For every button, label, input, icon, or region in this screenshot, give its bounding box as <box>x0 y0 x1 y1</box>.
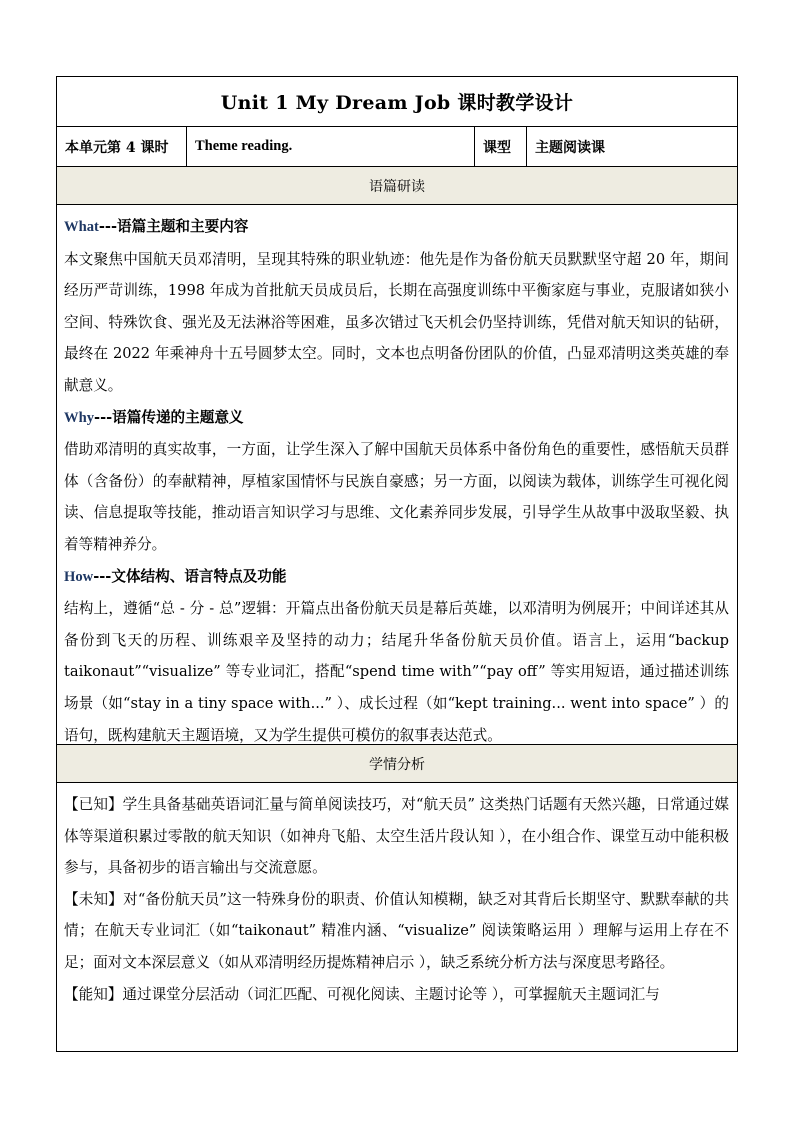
section-band-label: 学情分析 <box>369 756 425 773</box>
how-label: How <box>64 568 94 585</box>
lesson-plan-table <box>56 76 738 1052</box>
period-cell: 本单元第 4 课时 <box>57 127 187 166</box>
section-band-label: 语篇研读 <box>369 178 425 195</box>
section-band-text-study <box>57 167 737 205</box>
unknown-paragraph: 【未知】对“备份航天员”这一特殊身份的职责、价值认知模糊，缺乏对其背后长期坚守、默默奉献的共情；在航天专业词汇（如“taikonaut” 精准内涵、“visualize” 阅读策略运用 ）理解与运用上存在不足；面对文本深层意义（如从邓清明经历提炼精神启示 ），缺乏系统分析方法与深度思考路径。 <box>64 890 729 971</box>
how-body: 结构上，遵循“总 - 分 - 总”逻辑：开篇点出备份航天员是幕后英雄，以邓清明为例展开；中间详述其从备份到飞天的历程、训练艰辛及坚持的动力；结尾升华备份航天员价值。语言上，运用“backup taikonaut”“visualize” 等专业词汇，搭配“spend time with”“pay off” 等实用短语，通过描述训练场景（如“stay in a tiny space with...” ）、成长过程（如“kept training... went into space” ）的语句，既构建航天主题语境，又为学生提供可模仿的叙事表达范式。 <box>64 600 729 744</box>
what-body: 本文聚焦中国航天员邓清明，呈现其特殊的职业轨迹：他先是作为备份航天员默默坚守超 20 年，期间经历严苛训练，1998 年成为首批航天员成员后，长期在高强度训练中平衡家庭与事业，克服诸如狭小空间、特殊饮食、强光及无法淋浴等困难，虽多次错过飞天机会仍坚持训练，凭借对航天知识的钻研，最终在 2022 年乘神舟十五号圆梦太空。同时，文本也点明备份团队的价值，凸显邓清明这类英雄的奉献意义。 <box>64 250 729 394</box>
topic-cell: Theme reading. <box>187 127 475 166</box>
how-title: ---文体结构、语言特点及功能 <box>93 567 287 585</box>
what-label: What <box>64 219 99 235</box>
page-title: Unit 1 My Dream Job 课时教学设计 <box>220 92 574 114</box>
what-title: ---语篇主题和主要内容 <box>98 218 249 235</box>
student-analysis-content <box>57 783 737 1016</box>
title-row <box>57 77 737 127</box>
how-heading <box>64 561 729 594</box>
meta-row <box>57 127 737 167</box>
why-heading <box>64 402 729 435</box>
why-body: 借助邓清明的真实故事，一方面，让学生深入了解中国航天员体系中备份角色的重要性，感悟航天员群体（含备份）的奉献精神，厚植家国情怀与民族自豪感；另一方面，以阅读为载体，训练学生可视化阅读、信息提取等技能，推动语言知识学习与思维、文化素养同步发展，引导学生从故事中汲取坚毅、执着等精神养分。 <box>64 441 729 553</box>
text-study-content <box>57 205 737 745</box>
able-paragraph: 【能知】通过课堂分层活动（词汇匹配、可视化阅读、主题讨论等 ），可掌握航天主题词汇与 <box>64 985 660 1003</box>
type-value-cell: 主题阅读课 <box>535 139 605 156</box>
type-label-cell: 课型 <box>475 127 527 166</box>
what-heading <box>64 211 729 244</box>
why-label: Why <box>64 409 95 426</box>
section-band-student-analysis <box>57 745 737 783</box>
known-paragraph: 【已知】学生具备基础英语词汇量与简单阅读技巧，对“航天员” 这类热门话题有天然兴趣，日常通过媒体等渠道积累过零散的航天知识（如神舟飞船、太空生活片段认知 ），在小组合作、课堂互动中能积极参与，具备初步的语言输出与交流意愿。 <box>64 796 729 877</box>
why-title: ---语篇传递的主题意义 <box>94 408 244 426</box>
